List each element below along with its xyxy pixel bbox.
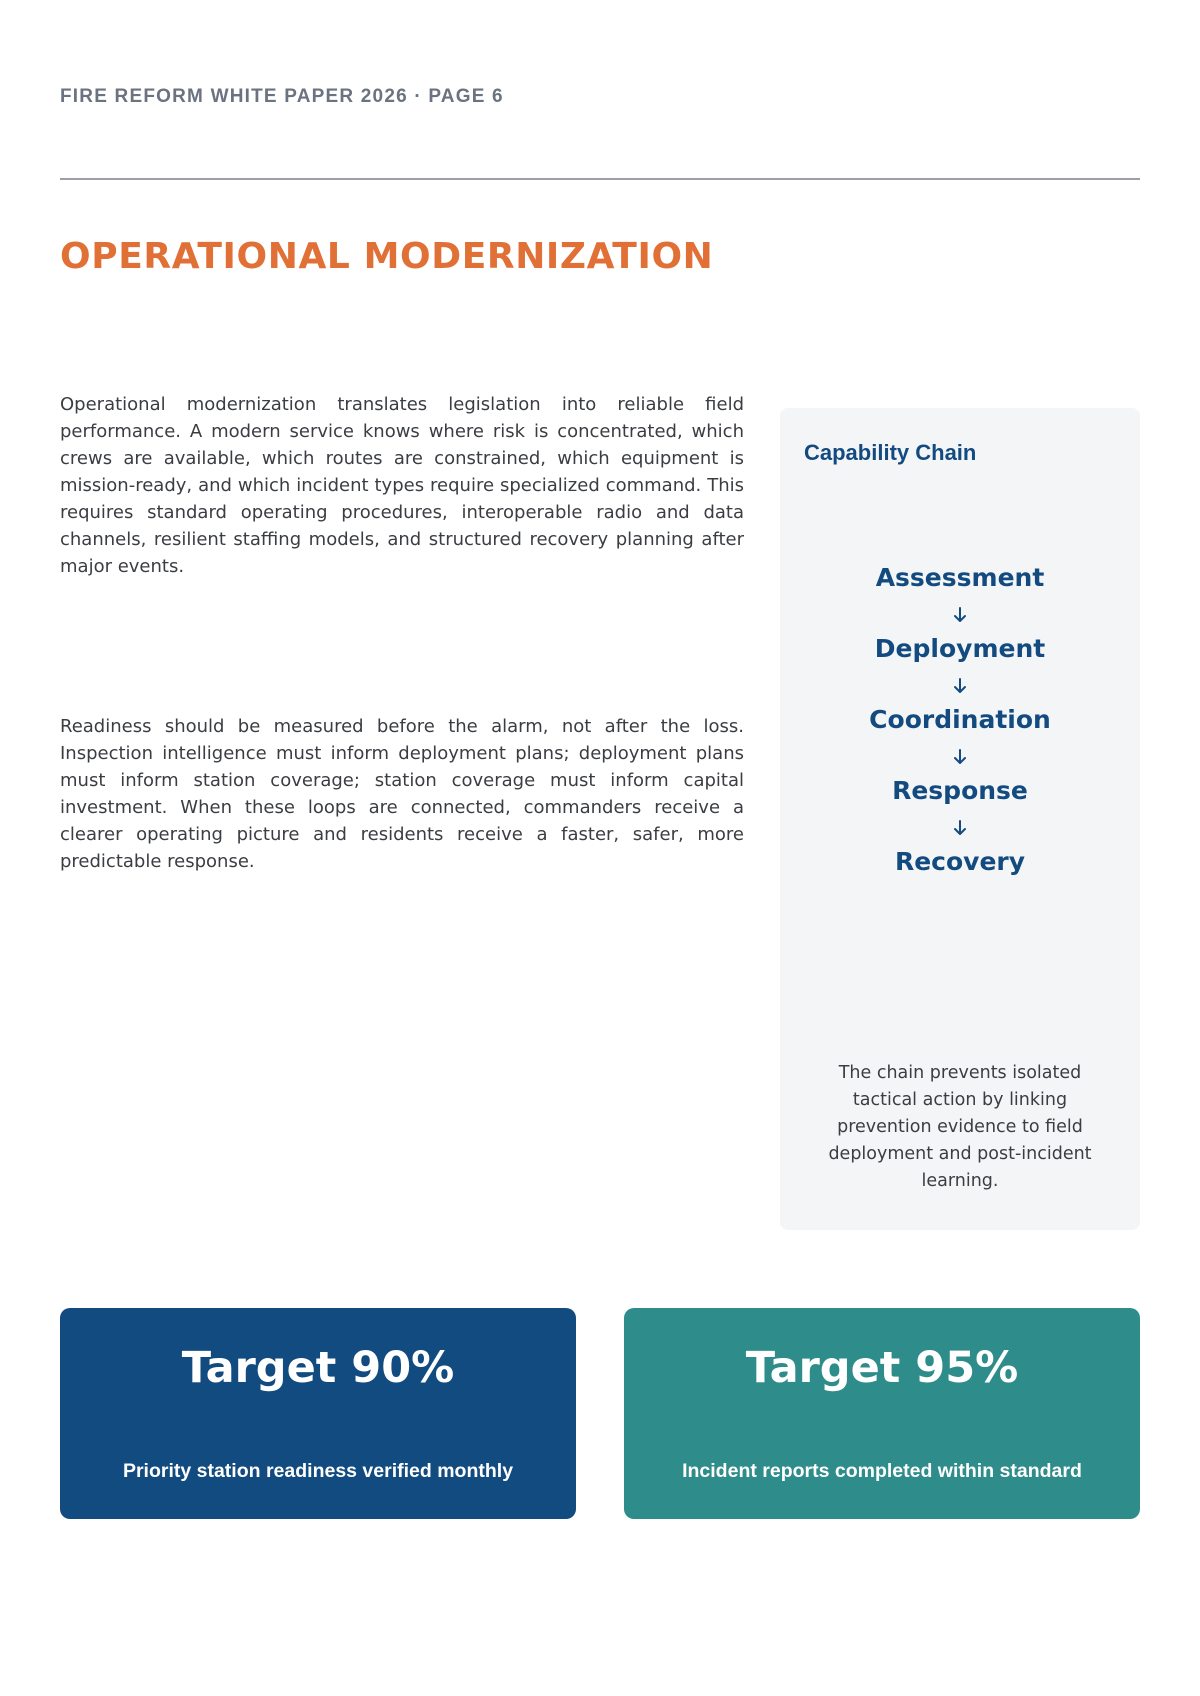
stat-label: Incident reports completed within standard [682,1460,1082,1482]
arrow-down-icon [780,667,1140,702]
stat-value: Target 95% [745,1343,1019,1393]
sidebar-note: The chain prevents isolated tactical action by linking prevention evidence to field deployment and post-incident learning. [828,1063,1092,1191]
chain-step-deployment: Deployment [874,634,1046,663]
sidebar-title: Capability Chain [804,440,977,465]
arrow-down-icon [780,809,1140,844]
capability-chain-list [780,560,1140,880]
stat-value: Target 90% [181,1343,455,1393]
running-header: FIRE REFORM WHITE PAPER 2026 · PAGE 6 [60,86,504,107]
body-paragraph: Readiness should be measured before the alarm, not after the loss. Inspection intelligence must inform deployment plans; deployment plans must inform station coverage; station coverage must inform capital investment. When these loops are connected, commanders receive a clearer operating picture and residents receive a faster, safer, more predictable response. [60,716,744,872]
header-divider [60,178,1140,180]
section-title: OPERATIONAL MODERNIZATION [60,236,714,277]
arrow-down-icon [780,738,1140,773]
chain-step-response: Response [892,776,1028,805]
stat-label: Priority station readiness verified monthly [122,1460,514,1482]
arrow-down-icon [780,596,1140,631]
capability-chain-sidebar [780,408,1140,1230]
stat-card-incident-reports [624,1308,1140,1519]
chain-step-recovery: Recovery [894,847,1026,876]
chain-step-assessment: Assessment [875,563,1045,592]
chain-step-coordination: Coordination [869,705,1051,734]
stat-card-readiness [60,1308,576,1519]
body-paragraph: Operational modernization translates legislation into reliable field performance. A modern service knows where risk is concentrated, which crews are available, which routes are constrained, which equipment is mission-ready, and which incident types require specialized command. This requires standard operating procedures, interoperable radio and data channels, resilient staffing models, and structured recovery planning after major events. [60,394,744,577]
